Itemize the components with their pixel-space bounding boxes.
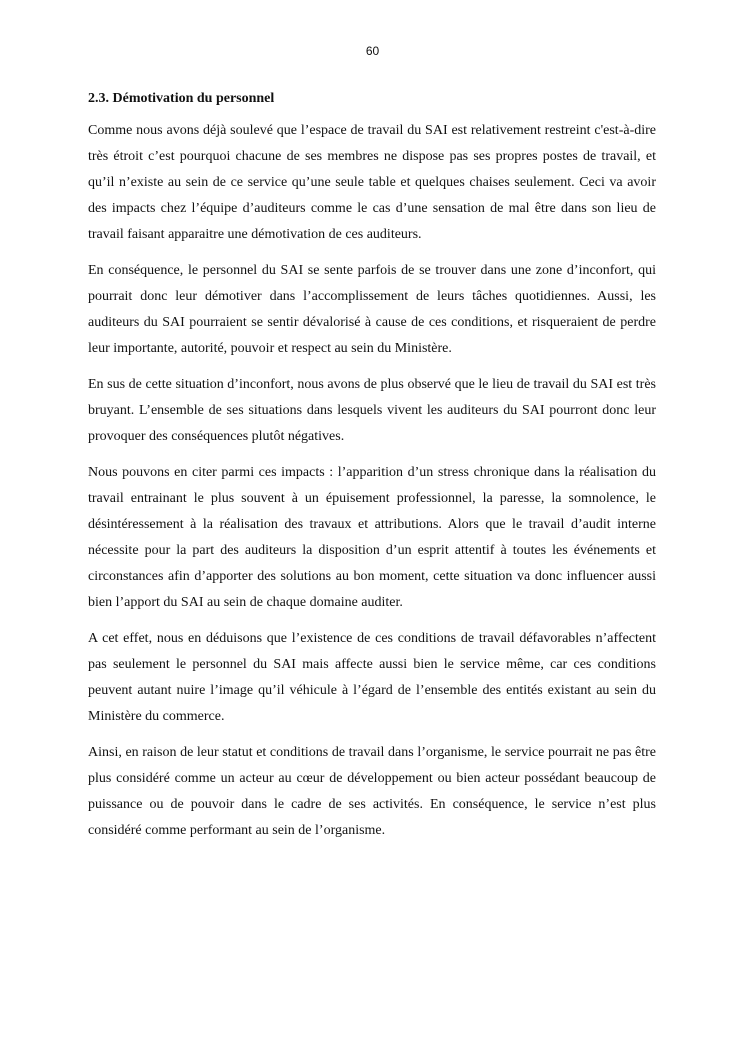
document-body [88,88,656,854]
paragraph-2: En conséquence, le personnel du SAI se sente parfois de se trouver dans une zone d’inconfort, qui pourrait donc leur démotiver dans l’accomplissement de leurs tâches quotidiennes. Aussi, les auditeurs du SAI pourraient se sentir dévalorisé à cause de ces conditions, et risqueraient de perdre leur importante, autorité, pouvoir et respect au sein du Ministère. [88,263,656,356]
paragraph-6: Ainsi, en raison de leur statut et conditions de travail dans l’organisme, le service pourrait ne pas être plus considéré comme un acteur au cœur de développement ou bien acteur possédant beaucoup de puissance ou de pouvoir dans le cadre de ses activités. En conséquence, le service n’est plus considéré comme performant au sein de l’organisme. [88,745,656,838]
paragraph-3: En sus de cette situation d’inconfort, nous avons de plus observé que le lieu de travail du SAI est très bruyant. L’ensemble de ses situations dans lesquels vivent les auditeurs du SAI pourront donc leur provoquer des conséquences plutôt négatives. [88,377,656,444]
paragraph-5: A cet effet, nous en déduisons que l’existence de ces conditions de travail défavorables n’affectent pas seulement le personnel du SAI mais affecte aussi bien le service même, car ces conditions peuvent autant nuire l’image qu’il véhicule à l’égard de l’ensemble des entités existant au sein du Ministère du commerce. [88,631,656,724]
page-number: 60 [365,44,380,58]
section-heading: 2.3. Démotivation du personnel [88,91,275,106]
paragraph-4: Nous pouvons en citer parmi ces impacts : l’apparition d’un stress chronique dans la réalisation du travail entrainant le plus souvent à un épuisement professionnel, la paresse, la somnolence, le désintéressement à la réalisation des travaux et attributions. Alors que le travail d’audit interne nécessite pour la part des auditeurs la disposition d’un esprit attentif à toutes les événements et circonstances afin d’apporter des solutions au bon moment, cette situation va donc influencer aussi bien l’apport du SAI au sein de chaque domaine auditer. [88,465,656,610]
paragraph-1: Comme nous avons déjà soulevé que l’espace de travail du SAI est relativement restreint c'est-à-dire très étroit c’est pourquoi chacune de ses membres ne dispose pas ses propres postes de travail, et qu’il n’existe au sein de ce service qu’une seule table et quelques chaises seulement. Ceci va avoir des impacts chez l’équipe d’auditeurs comme le cas d’une sensation de mal être dans son lieu de travail faisant apparaitre une démotivation de ces auditeurs. [88,123,656,242]
